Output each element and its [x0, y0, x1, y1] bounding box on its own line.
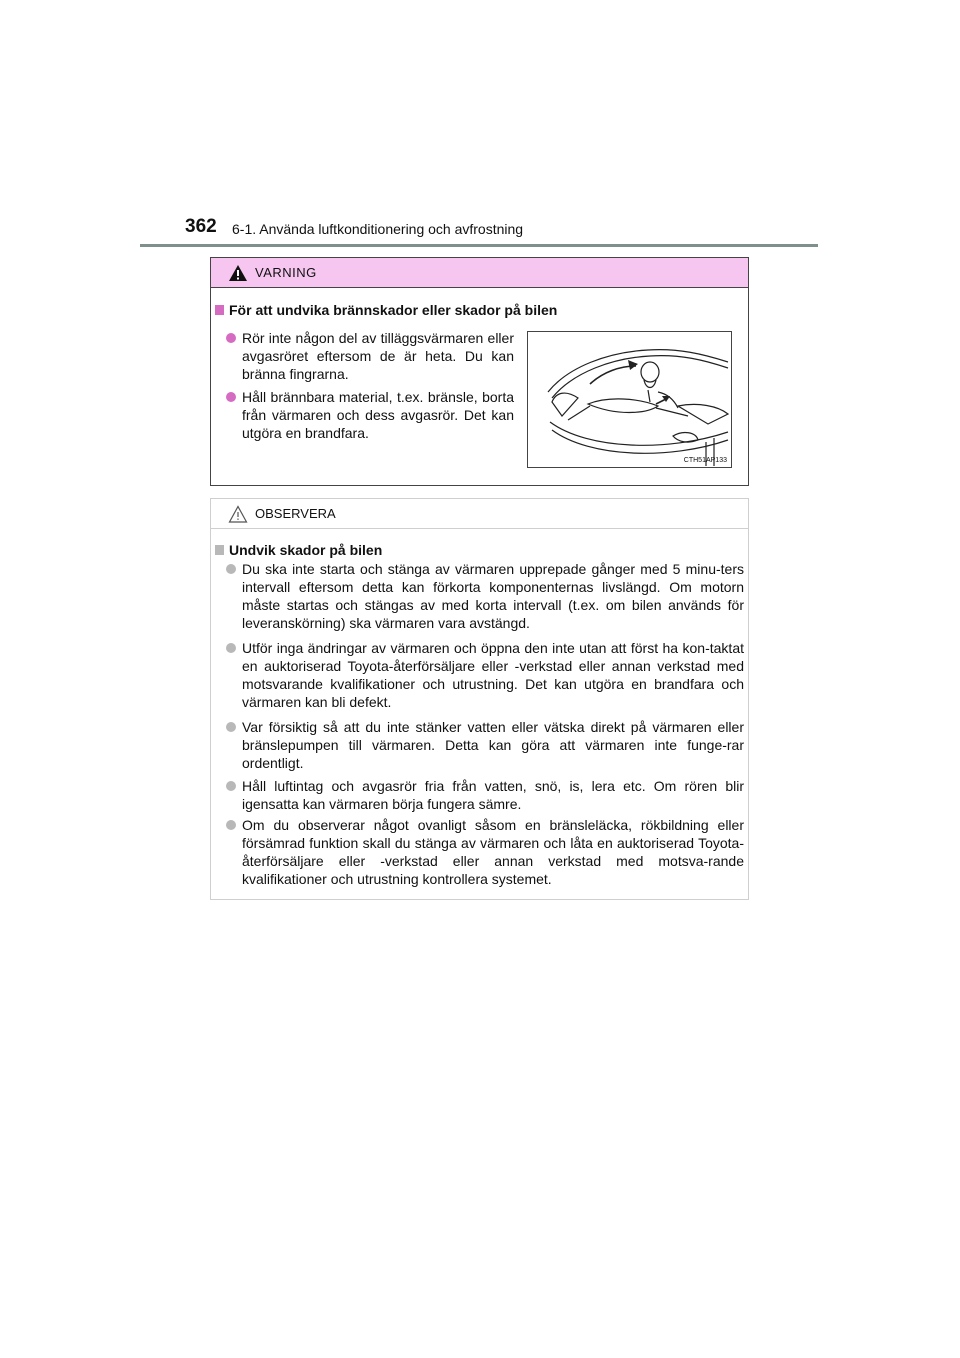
- caution-box: [210, 498, 749, 900]
- bullet-dot-icon: [226, 392, 236, 402]
- square-bullet-icon: [215, 305, 224, 315]
- caution-label: OBSERVERA: [255, 506, 336, 521]
- caution-bullet: [242, 777, 744, 813]
- section-title: 6-1. Använda luftkonditionering och avfrostning: [232, 221, 524, 237]
- caution-bullet: [242, 639, 744, 711]
- warning-box: [210, 257, 749, 486]
- bullet-dot-icon: [226, 781, 236, 791]
- bullet-dot-icon: [226, 820, 236, 830]
- warning-bullet: [242, 388, 514, 442]
- caution-heading-text: Undvik skador på bilen: [229, 542, 383, 558]
- bullet-dot-icon: [226, 643, 236, 653]
- warning-heading-text: För att undvika brännskador eller skador på bilen: [229, 302, 558, 318]
- bullet-dot-icon: [226, 564, 236, 574]
- caution-header: [211, 499, 748, 529]
- page-number: 362: [185, 216, 217, 237]
- warning-bullet: [242, 329, 514, 383]
- caution-bullet: [242, 816, 744, 888]
- warning-label: VARNING: [255, 265, 317, 280]
- warning-heading: [215, 302, 557, 318]
- caution-bullet-text: Om du observerar något ovanligt såsom en bränsleläcka, rökbildning eller försämrad funktion skall du stänga av värmaren och låta en auktoriserad Toyota-återförsäljare eller -verkstad eller annan verkstad med motsva-rande kvalifikationer och utrustning kontrollera systemet.: [242, 817, 744, 887]
- square-bullet-icon: [215, 545, 224, 555]
- warning-triangle-icon: [228, 264, 248, 282]
- warning-bullet-text: Rör inte någon del av tilläggsvärmaren eller avgasröret eftersom de är heta. Du kan bränna fingrarna.: [242, 330, 514, 382]
- car-front-illustration: [528, 332, 731, 467]
- caution-bullet: [242, 718, 744, 772]
- caution-bullet-text: Håll luftintag och avgasrör fria från vatten, snö, is, lera etc. Om rören blir igensatta kan värmaren börja fungera sämre.: [242, 778, 744, 812]
- caution-bullet-text: Du ska inte starta och stänga av värmaren upprepade gånger med 5 minu-ters intervall eftersom detta kan förkorta komponenternas livslängd. Om motorn måste startas och stängas av med korta intervall (t.ex. om bilen används för leveranskörning) ska värmaren vara avstängd.: [242, 561, 744, 631]
- bullet-dot-icon: [226, 722, 236, 732]
- caution-bullet-text: Var försiktig så att du inte stänker vatten eller vätska direkt på värmaren eller bränslepumpen till värmaren. Detta kan göra att värmaren inte funge-rar ordentligt.: [242, 719, 744, 771]
- car-hood-illustration: [527, 331, 732, 468]
- caution-heading: [215, 542, 382, 558]
- figure-code: CTH51AP133: [683, 457, 727, 464]
- header-rule: [140, 244, 818, 247]
- caution-bullet: [242, 560, 744, 632]
- caution-bullet-text: Utför inga ändringar av värmaren och öppna den inte utan att först ha kon-taktat en auktoriserad Toyota-återförsäljare eller -verkstad eller annan verkstad med motsvarande kvalifikationer och utrustning. Det kan utgöra en brandfara och värmaren kan bli defekt.: [242, 640, 744, 710]
- bullet-dot-icon: [226, 333, 236, 343]
- warning-header: [211, 258, 748, 288]
- warning-bullet-text: Håll brännbara material, t.ex. bränsle, borta från värmaren och dess avgasrör. Det kan utgöra en brandfara.: [242, 389, 514, 441]
- caution-triangle-icon: [228, 505, 248, 523]
